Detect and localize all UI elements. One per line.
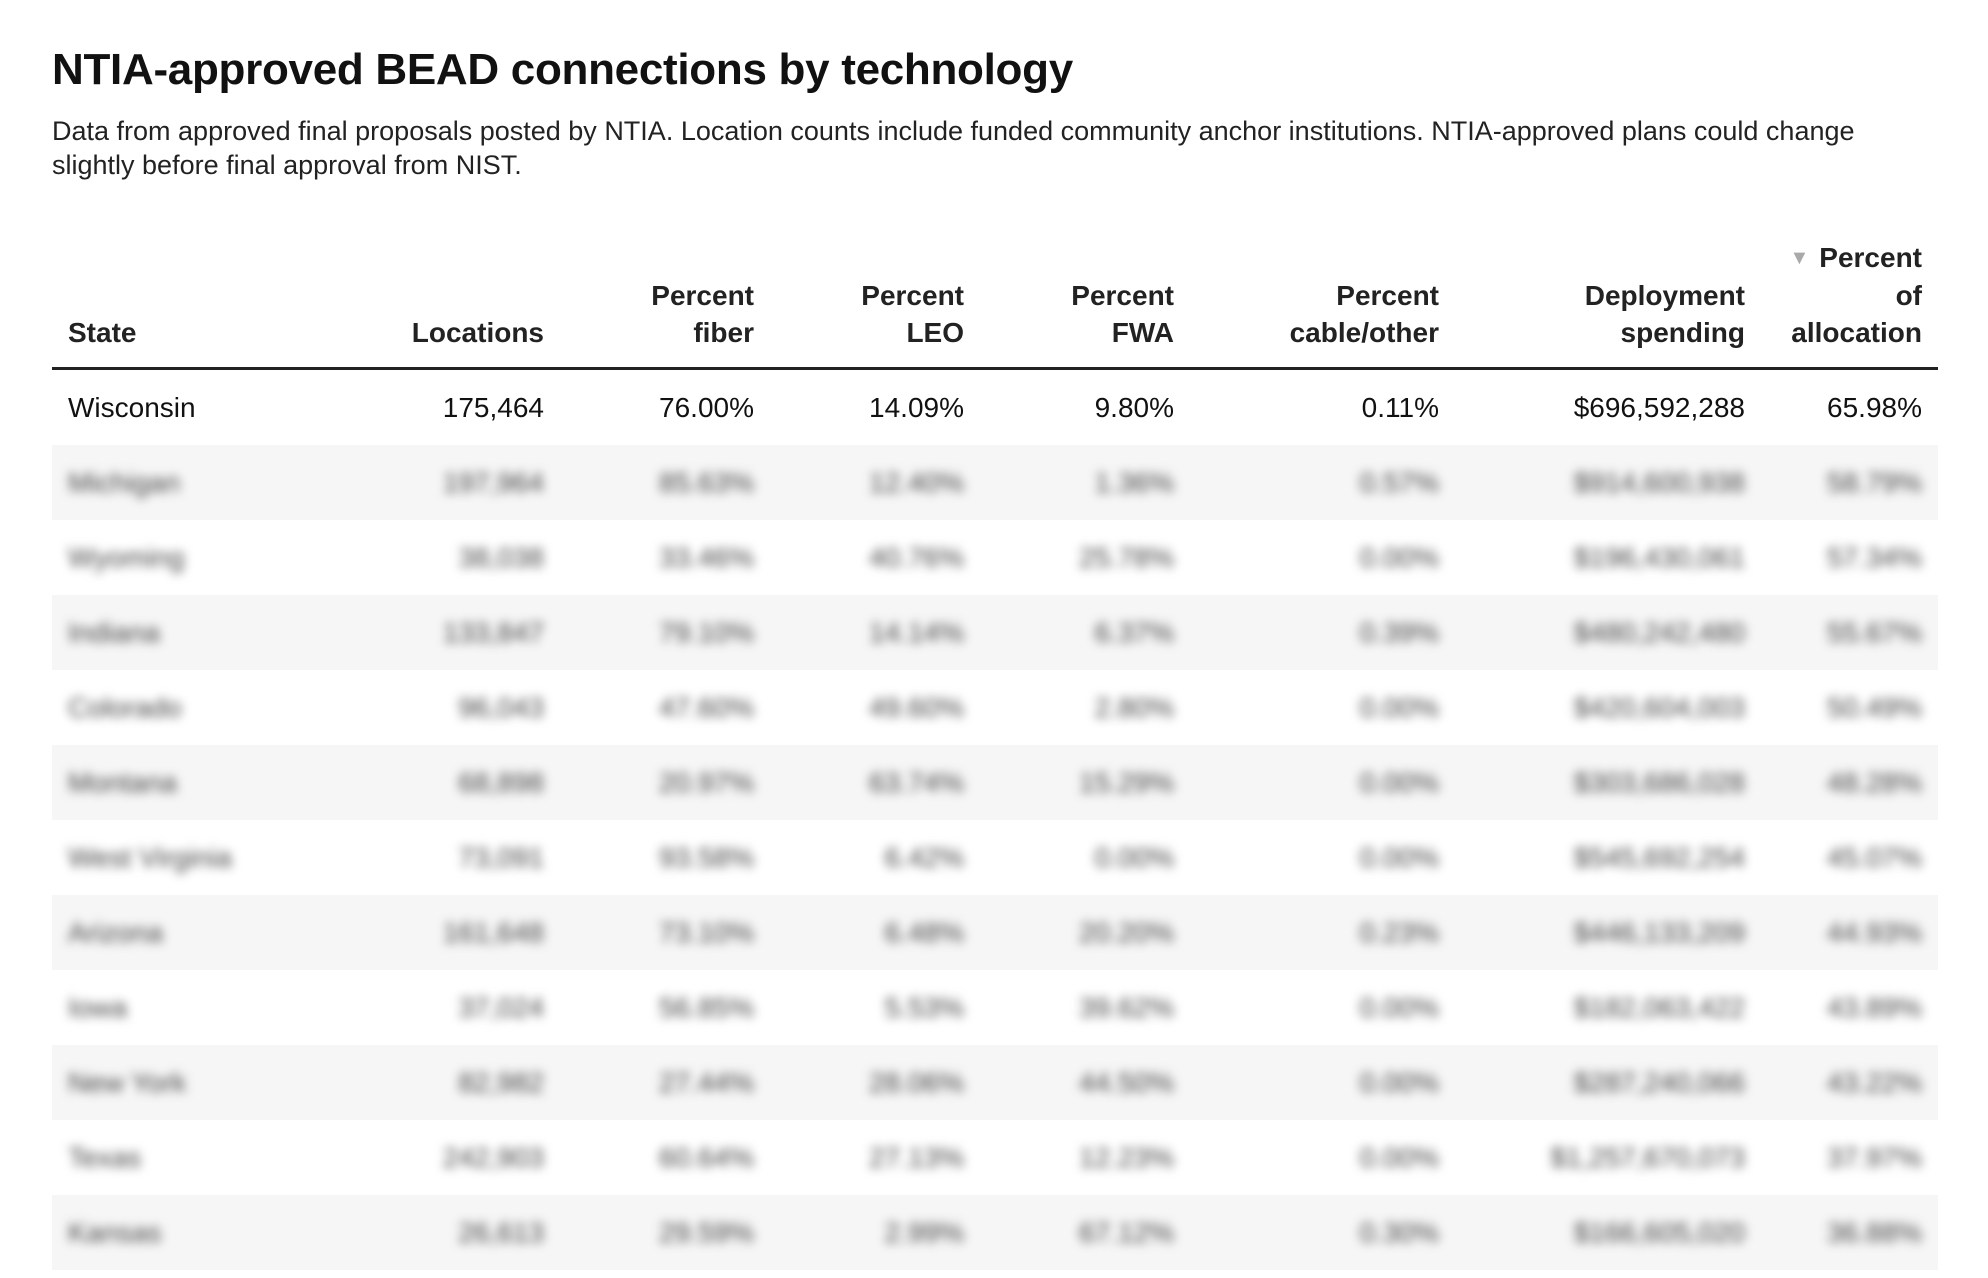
cell-percent-fiber: 27.44% (659, 1067, 754, 1098)
cell-deployment-spending: $1,257,670,073 (1550, 1142, 1745, 1173)
cell-state: Montana (68, 767, 177, 798)
cell-percent-fwa: 20.20% (1079, 917, 1174, 948)
cell-percent-fwa: 0.00% (1094, 842, 1174, 873)
cell-locations: 197,964 (442, 467, 544, 498)
column-header-text: Percent (1071, 280, 1174, 311)
cell-locations: 26,613 (458, 1217, 544, 1248)
column-header-percent-cable-other[interactable] (1182, 277, 1439, 351)
cell-percent-fwa: 44.50% (1079, 1067, 1174, 1098)
cell-percent-of-allocation: 58.79% (1827, 467, 1922, 498)
cell-percent-leo: 49.60% (869, 692, 964, 723)
cell-percent-cable-other: 0.00% (1359, 842, 1439, 873)
column-header-text: fiber (693, 317, 754, 348)
cell-state: Kansas (68, 1217, 162, 1248)
table-row (52, 820, 1938, 895)
cell-locations: 82,982 (458, 1067, 544, 1098)
cell-percent-leo: 28.06% (869, 1067, 964, 1098)
table-header (52, 236, 1938, 370)
cell-percent-cable-other: 0.39% (1359, 617, 1439, 648)
cell-percent-fwa: 25.78% (1079, 542, 1174, 573)
cell-locations: 133,847 (442, 617, 544, 648)
cell-percent-fwa: 15.29% (1079, 767, 1174, 798)
cell-state: West Virginia (68, 842, 232, 873)
column-header-word: Percent (1819, 242, 1922, 273)
column-header-text: Locations (411, 317, 544, 348)
chart-header (52, 40, 1938, 182)
column-header-percent-of-allocation[interactable] (1752, 239, 1922, 351)
cell-locations: 38,038 (458, 542, 544, 573)
cell-locations: 37,024 (458, 992, 544, 1023)
table-body (52, 370, 1938, 1270)
table-row (52, 1195, 1938, 1270)
cell-percent-of-allocation: 44.93% (1827, 917, 1922, 948)
column-header-text: LEO (906, 317, 964, 348)
cell-percent-cable-other: 0.57% (1359, 467, 1439, 498)
cell-percent-of-allocation: 45.07% (1827, 842, 1922, 873)
column-header-percent-fwa[interactable] (972, 277, 1174, 351)
cell-percent-fiber: 29.59% (659, 1217, 754, 1248)
cell-state: Texas (68, 1142, 142, 1173)
cell-deployment-spending: $420,604,003 (1573, 692, 1745, 723)
cell-percent-fwa: 6.37% (1094, 617, 1174, 648)
column-header-text: Deployment (1584, 280, 1745, 311)
chart-subtitle: Data from approved final proposals posted by NTIA. Location counts include funded community anchor institutions. NTIA-approved plans could change slightly before final approval from NIST. (52, 116, 1855, 180)
column-header-text: spending (1620, 317, 1745, 348)
cell-percent-leo: 6.48% (884, 917, 964, 948)
cell-state: Iowa (68, 992, 128, 1023)
sort-descending-icon[interactable]: ▼ (1789, 247, 1810, 269)
cell-percent-of-allocation: 48.28% (1827, 767, 1922, 798)
column-header-text: Percent (1336, 280, 1439, 311)
column-header-text: State (68, 317, 137, 348)
cell-state: Arizona (68, 917, 163, 948)
cell-percent-fwa: 39.62% (1079, 992, 1174, 1023)
cell-state: Michigan (68, 467, 181, 498)
column-header-text: cable/other (1289, 317, 1439, 348)
cell-locations: 68,898 (458, 767, 544, 798)
cell-percent-of-allocation: 65.98% (1827, 392, 1922, 423)
column-header-locations[interactable] (292, 314, 544, 351)
cell-deployment-spending: $303,686,028 (1573, 767, 1745, 798)
cell-state: Wyoming (68, 542, 185, 573)
table-row (52, 745, 1938, 820)
cell-locations: 161,648 (442, 917, 544, 948)
cell-percent-leo: 63.74% (869, 767, 964, 798)
cell-percent-leo: 12.40% (869, 467, 964, 498)
cell-percent-of-allocation: 57.34% (1827, 542, 1922, 573)
chart-title: NTIA-approved BEAD connections by technology (52, 45, 1073, 94)
cell-deployment-spending: $287,240,066 (1573, 1067, 1745, 1098)
column-header-state[interactable] (68, 314, 328, 351)
cell-percent-fwa: 2.80% (1094, 692, 1174, 723)
cell-percent-fwa: 1.36% (1094, 467, 1174, 498)
column-header-text: Percent (861, 280, 964, 311)
column-header-deployment-spending[interactable] (1447, 277, 1745, 351)
cell-percent-fiber: 56.85% (659, 992, 754, 1023)
table-row (52, 970, 1938, 1045)
cell-deployment-spending: $545,692,254 (1573, 842, 1745, 873)
column-header-text (1752, 239, 1922, 277)
cell-percent-of-allocation: 55.67% (1827, 617, 1922, 648)
cell-deployment-spending: $166,605,020 (1573, 1217, 1745, 1248)
cell-percent-leo: 27.13% (869, 1142, 964, 1173)
cell-percent-cable-other: 0.00% (1359, 992, 1439, 1023)
cell-percent-fwa: 9.80% (1094, 392, 1174, 423)
cell-percent-fiber: 47.60% (659, 692, 754, 723)
cell-state: Wisconsin (68, 392, 196, 423)
cell-percent-cable-other: 0.00% (1359, 692, 1439, 723)
cell-percent-of-allocation: 37.97% (1827, 1142, 1922, 1173)
column-header-percent-leo[interactable] (762, 277, 964, 351)
cell-locations: 73,091 (458, 842, 544, 873)
column-header-text: Percent (651, 280, 754, 311)
cell-deployment-spending: $696,592,288 (1573, 392, 1745, 423)
cell-percent-fwa: 67.12% (1079, 1217, 1174, 1248)
cell-percent-fiber: 20.97% (659, 767, 754, 798)
cell-percent-cable-other: 0.00% (1359, 1067, 1439, 1098)
cell-percent-of-allocation: 43.22% (1827, 1067, 1922, 1098)
table-row (52, 1045, 1938, 1120)
cell-percent-cable-other: 0.30% (1359, 1217, 1439, 1248)
cell-percent-leo: 40.76% (869, 542, 964, 573)
cell-percent-leo: 14.09% (869, 392, 964, 423)
table-row (52, 520, 1938, 595)
table-row (52, 445, 1938, 520)
cell-percent-leo: 5.53% (884, 992, 964, 1023)
cell-percent-fiber: 60.64% (659, 1142, 754, 1173)
cell-percent-cable-other: 0.00% (1359, 542, 1439, 573)
cell-deployment-spending: $480,242,480 (1573, 617, 1745, 648)
cell-percent-cable-other: 0.23% (1359, 917, 1439, 948)
cell-percent-cable-other: 0.11% (1361, 392, 1439, 423)
cell-deployment-spending: $196,430,061 (1573, 542, 1745, 573)
cell-state: Indiana (68, 617, 160, 648)
cell-deployment-spending: $446,133,209 (1573, 917, 1745, 948)
cell-percent-fiber: 79.10% (659, 617, 754, 648)
cell-percent-fiber: 93.58% (659, 842, 754, 873)
cell-percent-fiber: 73.10% (659, 917, 754, 948)
table-row (52, 595, 1938, 670)
cell-percent-leo: 14.14% (869, 617, 964, 648)
cell-percent-fiber: 33.46% (659, 542, 754, 573)
column-header-text: of (1895, 280, 1922, 311)
cell-percent-leo: 6.42% (884, 842, 964, 873)
cell-percent-of-allocation: 43.89% (1827, 992, 1922, 1023)
cell-percent-fiber: 76.00% (659, 392, 754, 423)
cell-state: New York (68, 1067, 187, 1098)
cell-locations: 96,043 (458, 692, 544, 723)
cell-deployment-spending: $182,063,422 (1573, 992, 1745, 1023)
cell-percent-fiber: 85.63% (659, 467, 754, 498)
table-row (52, 895, 1938, 970)
cell-locations: 242,903 (442, 1142, 544, 1173)
cell-percent-cable-other: 0.00% (1359, 1142, 1439, 1173)
cell-percent-cable-other: 0.00% (1359, 767, 1439, 798)
cell-deployment-spending: $914,600,938 (1573, 467, 1745, 498)
cell-locations: 175,464 (442, 392, 544, 423)
table-row (52, 370, 1938, 445)
column-header-text: allocation (1791, 317, 1922, 348)
column-header-text: FWA (1111, 317, 1174, 348)
cell-percent-of-allocation: 36.88% (1827, 1217, 1922, 1248)
column-header-percent-fiber[interactable] (552, 277, 754, 351)
data-table (52, 236, 1938, 1270)
table-row (52, 1120, 1938, 1195)
cell-percent-of-allocation: 50.49% (1827, 692, 1922, 723)
cell-percent-fwa: 12.23% (1079, 1142, 1174, 1173)
cell-state: Colorado (68, 692, 182, 723)
table-row (52, 670, 1938, 745)
cell-percent-leo: 2.99% (884, 1217, 964, 1248)
